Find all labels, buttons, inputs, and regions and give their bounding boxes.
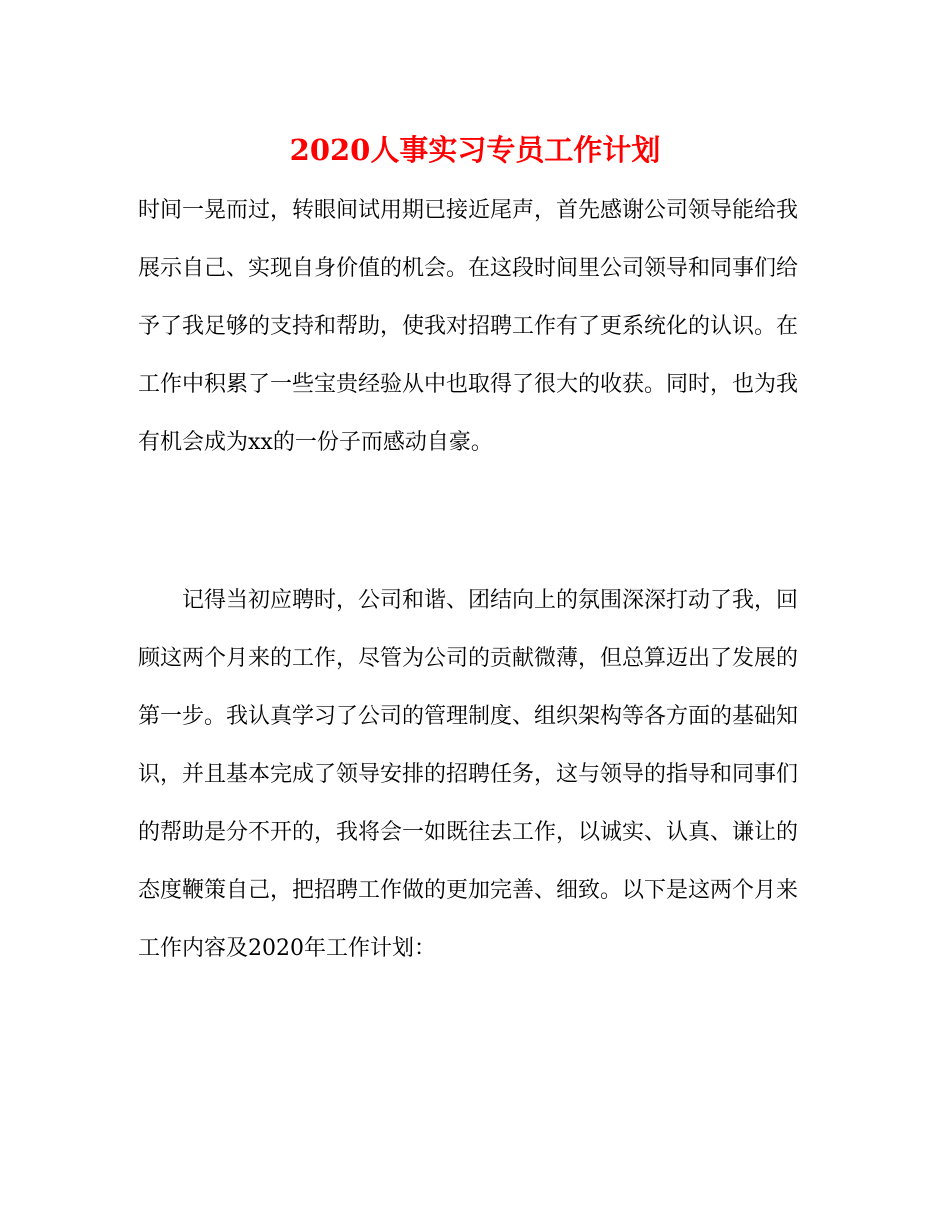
paragraph-1-line-5: 有机会成为xx的一份子而感动自豪。	[138, 430, 493, 455]
paragraph-2-line-1: 记得当初应聘时，公司和谐、团结向上的氛围深深打动了我，回	[182, 588, 799, 613]
paragraph-1-line-3: 予了我足够的支持和帮助，使我对招聘工作有了更系统化的认识。在	[138, 314, 799, 339]
paragraph-2	[138, 572, 798, 978]
paragraph-1-line-4: 工作中积累了一些宝贵经验从中也取得了很大的收获。同时，也为我	[138, 372, 799, 397]
document-title: 2020人事实习专员工作计划	[289, 133, 661, 167]
paragraph-2-line-2: 顾这两个月来的工作，尽管为公司的贡献微薄，但总算迈出了发展的	[138, 646, 799, 671]
paragraph-1-line-1: 时间一晃而过，转眼间试用期已接近尾声，首先感谢公司领导能给我	[138, 198, 799, 223]
paragraph-2-line-3: 第一步。我认真学习了公司的管理制度、组织架构等各方面的基础知	[138, 704, 799, 729]
paragraph-2-line-4: 识，并且基本完成了领导安排的招聘任务，这与领导的指导和同事们	[138, 762, 799, 787]
paragraph-1-line-2: 展示自己、实现自身价值的机会。在这段时间里公司领导和同事们给	[138, 256, 799, 281]
paragraph-2-line-6: 态度鞭策自己，把招聘工作做的更加完善、细致。以下是这两个月来	[138, 878, 799, 903]
paragraph-1	[138, 182, 798, 472]
paragraph-2-line-7: 工作内容及2020年工作计划：	[138, 936, 436, 961]
paragraph-2-line-5: 的帮助是分不开的，我将会一如既往去工作，以诚实、认真、谦让的	[138, 820, 799, 845]
